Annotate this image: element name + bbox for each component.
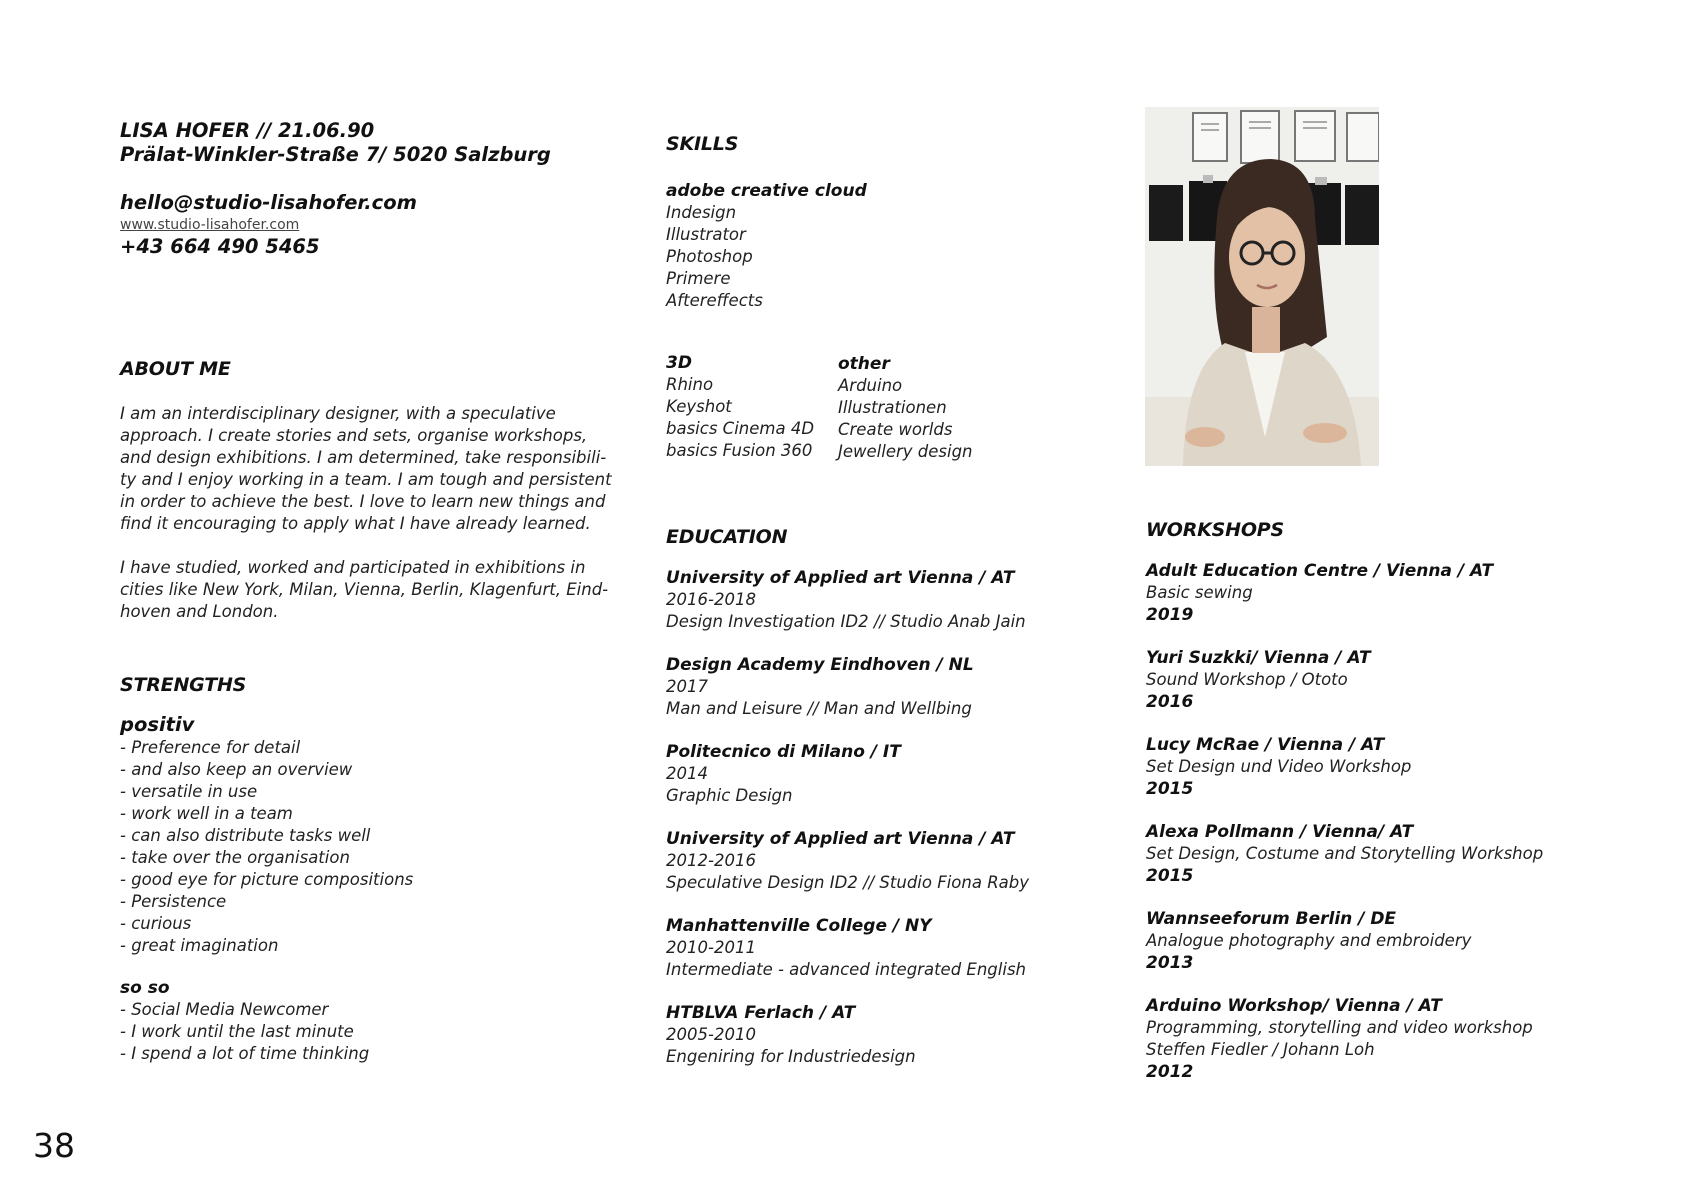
workshop-entry xyxy=(1146,647,1646,713)
workshop-year: 2015 xyxy=(1146,779,1194,799)
list-item: basics Cinema 4D xyxy=(666,419,815,438)
workshop-entry xyxy=(1146,560,1646,626)
workshops-section xyxy=(1146,519,1646,1083)
list-item: Indesign xyxy=(666,203,737,222)
address: Prälat-Winkler-Straße 7/ 5020 Salzburg xyxy=(120,143,551,166)
workshop-title: Wannseeforum Berlin / DE xyxy=(1146,909,1397,929)
adobe-list xyxy=(666,202,1086,312)
education-entry xyxy=(666,654,1106,720)
workshop-year: 2015 xyxy=(1146,866,1194,886)
workshop-entry xyxy=(1146,734,1646,800)
list-item: Illustrator xyxy=(666,225,746,244)
list-item: - good eye for picture compositions xyxy=(120,870,414,889)
positive-title: positiv xyxy=(120,713,195,736)
education-years: 2010-2011 xyxy=(666,938,756,957)
phone: +43 664 490 5465 xyxy=(120,235,320,258)
education-school: Politecnico di Milano / IT xyxy=(666,742,901,762)
list-item: - Preference for detail xyxy=(120,738,301,757)
education-heading: EDUCATION xyxy=(666,526,788,548)
education-detail: Design Investigation ID2 // Studio Anab Jain xyxy=(666,612,1026,631)
strengths-section xyxy=(120,674,600,1065)
list-item: Aftereffects xyxy=(666,291,763,310)
education-entry xyxy=(666,567,1106,633)
list-item: Photoshop xyxy=(666,247,753,266)
workshop-entry xyxy=(1146,995,1646,1083)
workshop-title: Lucy McRae / Vienna / AT xyxy=(1146,735,1385,755)
list-item: - curious xyxy=(120,914,192,933)
adobe-title: adobe creative cloud xyxy=(666,181,867,201)
skills-other xyxy=(838,353,1038,463)
skills-section xyxy=(666,133,1086,312)
strengths-heading: STRENGTHS xyxy=(120,674,247,696)
education-detail: Man and Leisure // Man and Wellbing xyxy=(666,699,972,718)
education-school: Design Academy Eindhoven / NL xyxy=(666,655,974,675)
workshop-desc: Set Design, Costume and Storytelling Workshop xyxy=(1146,844,1544,863)
list-item: Primere xyxy=(666,269,731,288)
workshops-heading: WORKSHOPS xyxy=(1146,519,1285,541)
workshop-year: 2013 xyxy=(1146,953,1194,973)
list-item: - can also distribute tasks well xyxy=(120,826,371,845)
list-item: - versatile in use xyxy=(120,782,258,801)
list-item: - work well in a team xyxy=(120,804,293,823)
workshop-title: Arduino Workshop/ Vienna / AT xyxy=(1146,996,1442,1016)
workshop-title: Alexa Pollmann / Vienna/ AT xyxy=(1146,822,1414,842)
education-years: 2014 xyxy=(666,764,708,783)
about-section xyxy=(120,358,612,623)
about-paragraph-2: I have studied, worked and participated in exhibitions in cities like New York, Milan, Vienna, Berlin, Klagenfurt, Eind- hoven and London. xyxy=(120,558,609,621)
list-item: - Social Media Newcomer xyxy=(120,1000,329,1019)
about-paragraph-1: I am an interdisciplinary designer, with a speculative approach. I create stories and sets, organise workshops, and design exhibitions. I am determined, take responsibili- ty and I enjoy working in a team. I am tough and persistent in order to achieve the best. I love to learn new things and find it encouraging to apply what I have already learned. xyxy=(120,404,612,533)
page-number: 38 xyxy=(33,1126,75,1165)
workshop-year: 2016 xyxy=(1146,692,1194,712)
workshop-desc: Set Design und Video Workshop xyxy=(1146,757,1412,776)
soso-list xyxy=(120,999,600,1065)
skills-3d-title: 3D xyxy=(666,353,692,373)
education-school: Manhattenville College / NY xyxy=(666,916,932,936)
workshop-title: Yuri Suzkki/ Vienna / AT xyxy=(1146,648,1371,668)
portrait-photo xyxy=(1145,107,1379,466)
education-entry xyxy=(666,741,1106,807)
about-heading: ABOUT ME xyxy=(120,358,231,380)
workshop-desc: Programming, storytelling and video workshop xyxy=(1146,1018,1533,1037)
skills-other-title: other xyxy=(838,354,890,374)
education-years: 2017 xyxy=(666,677,708,696)
list-item: Create worlds xyxy=(838,420,953,439)
education-school: HTBLVA Ferlach / AT xyxy=(666,1003,856,1023)
workshop-desc: Sound Workshop / Ototo xyxy=(1146,670,1348,689)
list-item: - I work until the last minute xyxy=(120,1022,354,1041)
list-item: - Persistence xyxy=(120,892,227,911)
portrait-illustration xyxy=(1145,107,1379,466)
list-item: Illustrationen xyxy=(838,398,947,417)
education-years: 2016-2018 xyxy=(666,590,756,609)
workshop-title: Adult Education Centre / Vienna / AT xyxy=(1146,561,1494,581)
education-detail: Intermediate - advanced integrated English xyxy=(666,960,1026,979)
list-item: basics Fusion 360 xyxy=(666,441,813,460)
education-school: University of Applied art Vienna / AT xyxy=(666,568,1015,588)
education-school: University of Applied art Vienna / AT xyxy=(666,829,1015,849)
education-entry xyxy=(666,1002,1106,1068)
soso-title: so so xyxy=(120,978,170,998)
workshop-entry xyxy=(1146,821,1646,887)
workshop-year: 2012 xyxy=(1146,1062,1194,1082)
education-section xyxy=(666,526,1106,1068)
skills-heading: SKILLS xyxy=(666,133,739,155)
list-item: - take over the organisation xyxy=(120,848,350,867)
skills-3d xyxy=(666,352,836,462)
education-detail: Engeniring for Industriedesign xyxy=(666,1047,916,1066)
education-detail: Speculative Design ID2 // Studio Fiona Raby xyxy=(666,873,1030,892)
email[interactable]: hello@studio-lisahofer.com xyxy=(120,191,417,214)
workshop-entry xyxy=(1146,908,1646,974)
workshop-year: 2019 xyxy=(1146,605,1194,625)
list-item: Arduino xyxy=(838,376,903,395)
contact-block xyxy=(120,119,600,259)
list-item: - great imagination xyxy=(120,936,279,955)
list-item: - and also keep an overview xyxy=(120,760,353,779)
education-entry xyxy=(666,915,1106,981)
website-link[interactable]: www.studio-lisahofer.com xyxy=(120,217,300,233)
education-years: 2005-2010 xyxy=(666,1025,756,1044)
list-item: Jewellery design xyxy=(838,442,973,461)
list-item: Keyshot xyxy=(666,397,732,416)
education-detail: Graphic Design xyxy=(666,786,793,805)
workshop-desc: Steffen Fiedler / Johann Loh xyxy=(1146,1040,1375,1059)
education-entry xyxy=(666,828,1106,894)
list-item: - I spend a lot of time thinking xyxy=(120,1044,370,1063)
workshop-desc: Basic sewing xyxy=(1146,583,1253,602)
name-and-birthdate: LISA HOFER // 21.06.90 xyxy=(120,119,375,142)
positive-list xyxy=(120,737,600,957)
education-years: 2012-2016 xyxy=(666,851,756,870)
workshop-desc: Analogue photography and embroidery xyxy=(1146,931,1472,950)
list-item: Rhino xyxy=(666,375,714,394)
